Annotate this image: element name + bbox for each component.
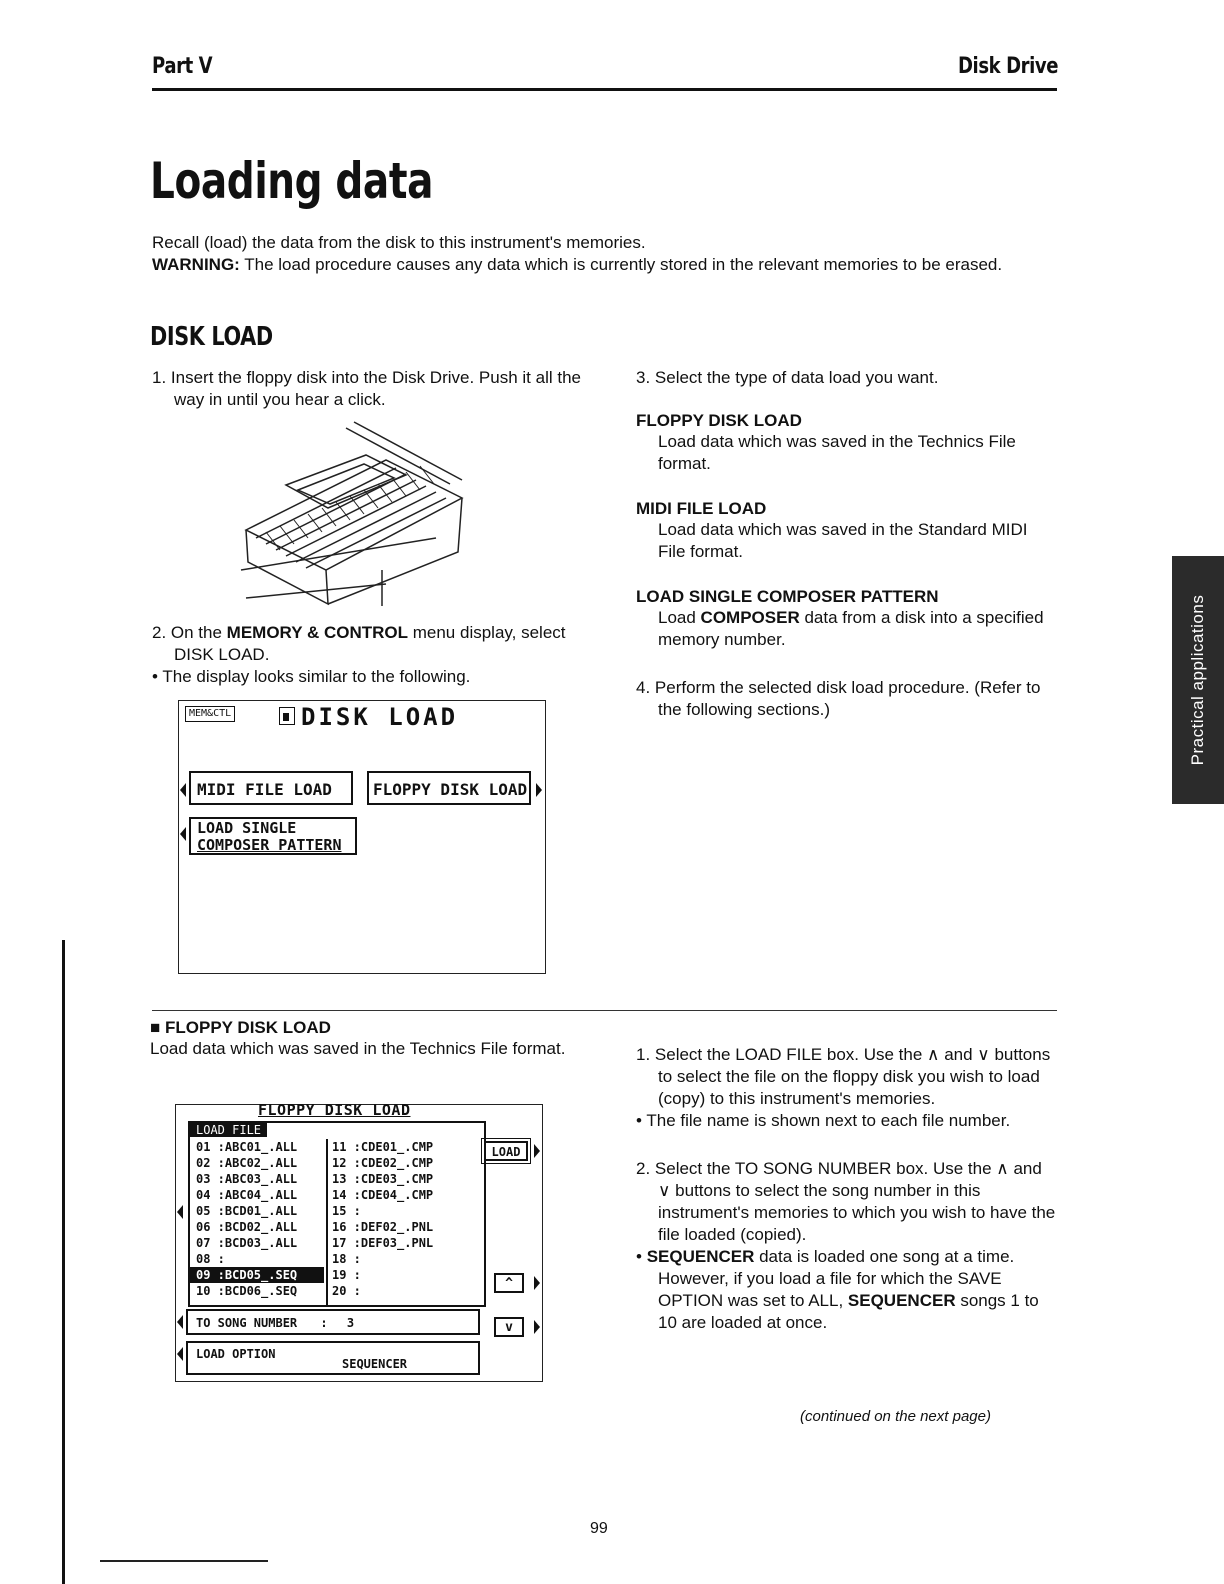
list-item[interactable]: 08 :	[196, 1252, 225, 1266]
intro	[152, 232, 1062, 276]
step-4: 4. Perform the selected disk load procedure. (Refer to the following sections.)	[636, 678, 1041, 719]
load-file-label: LOAD FILE	[190, 1123, 267, 1137]
single-load-heading: LOAD SINGLE COMPOSER PATTERN	[636, 587, 939, 606]
selected-list-item[interactable]: 09 :BCD05_.SEQ	[190, 1267, 324, 1283]
bullet-post: songs 1 to 10 are loaded at once.	[658, 1291, 1039, 1332]
header-part: Part V	[152, 54, 213, 79]
list-item[interactable]: 17 :DEF03_.PNL	[332, 1236, 434, 1250]
left-arrow-icon	[180, 827, 186, 841]
up-button[interactable]: ^	[494, 1273, 524, 1293]
intro-line: Recall (load) the data from the disk to this instrument's memories.	[152, 233, 646, 252]
bullet-mid: data is loaded one song at a time. However, if you load a file for which the SAVE OPTION was set to ALL,	[658, 1247, 1015, 1310]
list-item[interactable]: 06 :BCD02_.ALL	[196, 1220, 298, 1234]
left-arrow-icon	[180, 783, 186, 797]
list-item[interactable]: 11 :CDE01_.CMP	[332, 1140, 434, 1154]
floppy-section-heading: ■ FLOPPY DISK LOAD	[150, 1018, 331, 1037]
floppy-disk-load-display	[175, 1101, 543, 1382]
list-item[interactable]: 10 :BCD06_.SEQ	[196, 1284, 298, 1298]
list-item[interactable]: 04 :ABC04_.ALL	[196, 1188, 298, 1202]
list-item[interactable]: 14 :CDE04_.CMP	[332, 1188, 434, 1202]
floppy-display-title: FLOPPY DISK LOAD	[258, 1101, 411, 1119]
button-line-1: LOAD SINGLE	[197, 819, 297, 837]
floppy-load-heading: FLOPPY DISK LOAD	[636, 411, 802, 430]
list-item[interactable]: 01 :ABC01_.ALL	[196, 1140, 298, 1154]
left-file-column	[196, 1139, 324, 1299]
page-number: 99	[590, 1520, 608, 1537]
mem-ctl-tag[interactable]: MEM&CTL	[185, 706, 235, 722]
right-arrow-icon	[534, 1320, 540, 1334]
section-side-tab	[1172, 556, 1224, 804]
right-column	[636, 367, 1056, 721]
floppy-section	[150, 1018, 580, 1060]
option-value: SEQUENCER	[342, 1357, 408, 1371]
desc-bold: COMPOSER	[700, 608, 800, 627]
floppy-disk-load-button[interactable]: FLOPPY DISK LOAD	[367, 771, 531, 805]
list-column-divider	[326, 1139, 328, 1305]
button-line-2: COMPOSER PATTERN	[197, 836, 342, 854]
midi-load-desc: Load data which was saved in the Standard MIDI File format.	[658, 520, 1028, 561]
load-button[interactable]: LOAD	[484, 1141, 528, 1161]
desc-post: data from a disk into a specified memory number.	[658, 608, 1044, 649]
display-title: DISK LOAD	[301, 703, 459, 731]
option-label: LOAD OPTION	[196, 1347, 276, 1361]
song-value: 3	[346, 1316, 355, 1330]
left-arrow-icon	[177, 1205, 183, 1219]
margin-line	[62, 940, 65, 1584]
step-2-post: menu display, select DISK LOAD.	[174, 623, 566, 664]
right-arrow-icon	[534, 1276, 540, 1290]
floppy-steps	[636, 1044, 1056, 1334]
step-2	[152, 622, 577, 688]
to-song-number-field[interactable]	[186, 1309, 480, 1335]
section-divider	[152, 1010, 1057, 1011]
section-title: DISK LOAD	[150, 322, 273, 352]
midi-file-load-button[interactable]: MIDI FILE LOAD	[189, 771, 353, 805]
list-item[interactable]: 15 :	[332, 1204, 361, 1218]
load-option-field[interactable]	[186, 1341, 480, 1375]
floppy-step-2: 2. Select the TO SONG NUMBER box. Use the ∧ and ∨ buttons to select the song number in this instrument's memories to which you wish to have the file loaded (copied).	[636, 1159, 1056, 1244]
bullet-bold-2: SEQUENCER	[847, 1291, 956, 1310]
single-load-desc	[636, 607, 1056, 651]
floppy-load-desc: Load data which was saved in the Technics File format.	[658, 432, 1016, 473]
list-item[interactable]: 20 :	[332, 1284, 361, 1298]
right-arrow-icon	[536, 783, 542, 797]
list-item[interactable]: 05 :BCD01_.ALL	[196, 1204, 298, 1218]
warning-label: WARNING:	[152, 255, 240, 274]
desc-pre: Load	[658, 608, 701, 627]
step-2-pre: 2. On the	[152, 623, 227, 642]
disk-drive-illustration	[236, 420, 472, 610]
side-tab-label: Practical applications	[1188, 594, 1207, 766]
floppy-section-desc: Load data which was saved in the Technics File format.	[150, 1039, 566, 1058]
list-item[interactable]: 18 :	[332, 1252, 361, 1266]
header-chapter: Disk Drive	[957, 54, 1058, 79]
floppy-bullet-1: • The file name is shown next to each file number.	[636, 1111, 1011, 1130]
step-3: 3. Select the type of data load you want.	[636, 368, 939, 387]
list-item[interactable]: 13 :CDE03_.CMP	[332, 1172, 434, 1186]
step-2-bold: MEMORY & CONTROL	[226, 623, 409, 642]
header-rule	[152, 88, 1057, 91]
song-separator: :	[320, 1316, 328, 1330]
left-arrow-icon	[177, 1315, 183, 1329]
list-item[interactable]: 19 :	[332, 1268, 361, 1282]
step-2-text	[152, 622, 577, 666]
disk-load-display	[178, 700, 546, 974]
step-2-bullet: • The display looks similar to the following.	[152, 667, 471, 686]
warning-paragraph	[152, 254, 1062, 276]
left-arrow-icon	[177, 1347, 183, 1361]
floppy-bullet-2: • SEQUENCER data is loaded one song at a time. However, if you load a file for which the SAVE OPTION was set to ALL, SEQUENCER songs 1 to 10 are loaded at once.	[636, 1247, 1039, 1332]
right-arrow-icon	[534, 1144, 540, 1158]
disk-icon	[279, 707, 295, 725]
list-item[interactable]: 02 :ABC02_.ALL	[196, 1156, 298, 1170]
step-1: 1. Insert the floppy disk into the Disk Drive. Push it all the way in until you hear a click.	[152, 368, 581, 409]
floppy-step-1: 1. Select the LOAD FILE box. Use the ∧ and ∨ buttons to select the file on the floppy disk you wish to load (copy) to this instrument's memories.	[636, 1045, 1051, 1108]
list-item[interactable]: 03 :ABC03_.ALL	[196, 1172, 298, 1186]
list-item[interactable]: 16 :DEF02_.PNL	[332, 1220, 434, 1234]
warning-text: The load procedure causes any data which is currently stored in the relevant memories to be erased.	[239, 255, 1003, 274]
load-single-composer-pattern-button[interactable]	[189, 817, 357, 855]
list-item[interactable]: 12 :CDE02_.CMP	[332, 1156, 434, 1170]
song-label: TO SONG NUMBER	[196, 1316, 298, 1330]
page-title: Loading data	[150, 152, 434, 210]
file-list-box[interactable]	[188, 1121, 486, 1307]
midi-load-heading: MIDI FILE LOAD	[636, 499, 767, 518]
list-item[interactable]: 07 :BCD03_.ALL	[196, 1236, 298, 1250]
continued-note: (continued on the next page)	[800, 1408, 991, 1425]
bullet-bold-1: SEQUENCER	[646, 1247, 755, 1266]
bottom-rule	[100, 1560, 268, 1562]
right-file-column	[332, 1139, 480, 1299]
down-button[interactable]: v	[494, 1317, 524, 1337]
